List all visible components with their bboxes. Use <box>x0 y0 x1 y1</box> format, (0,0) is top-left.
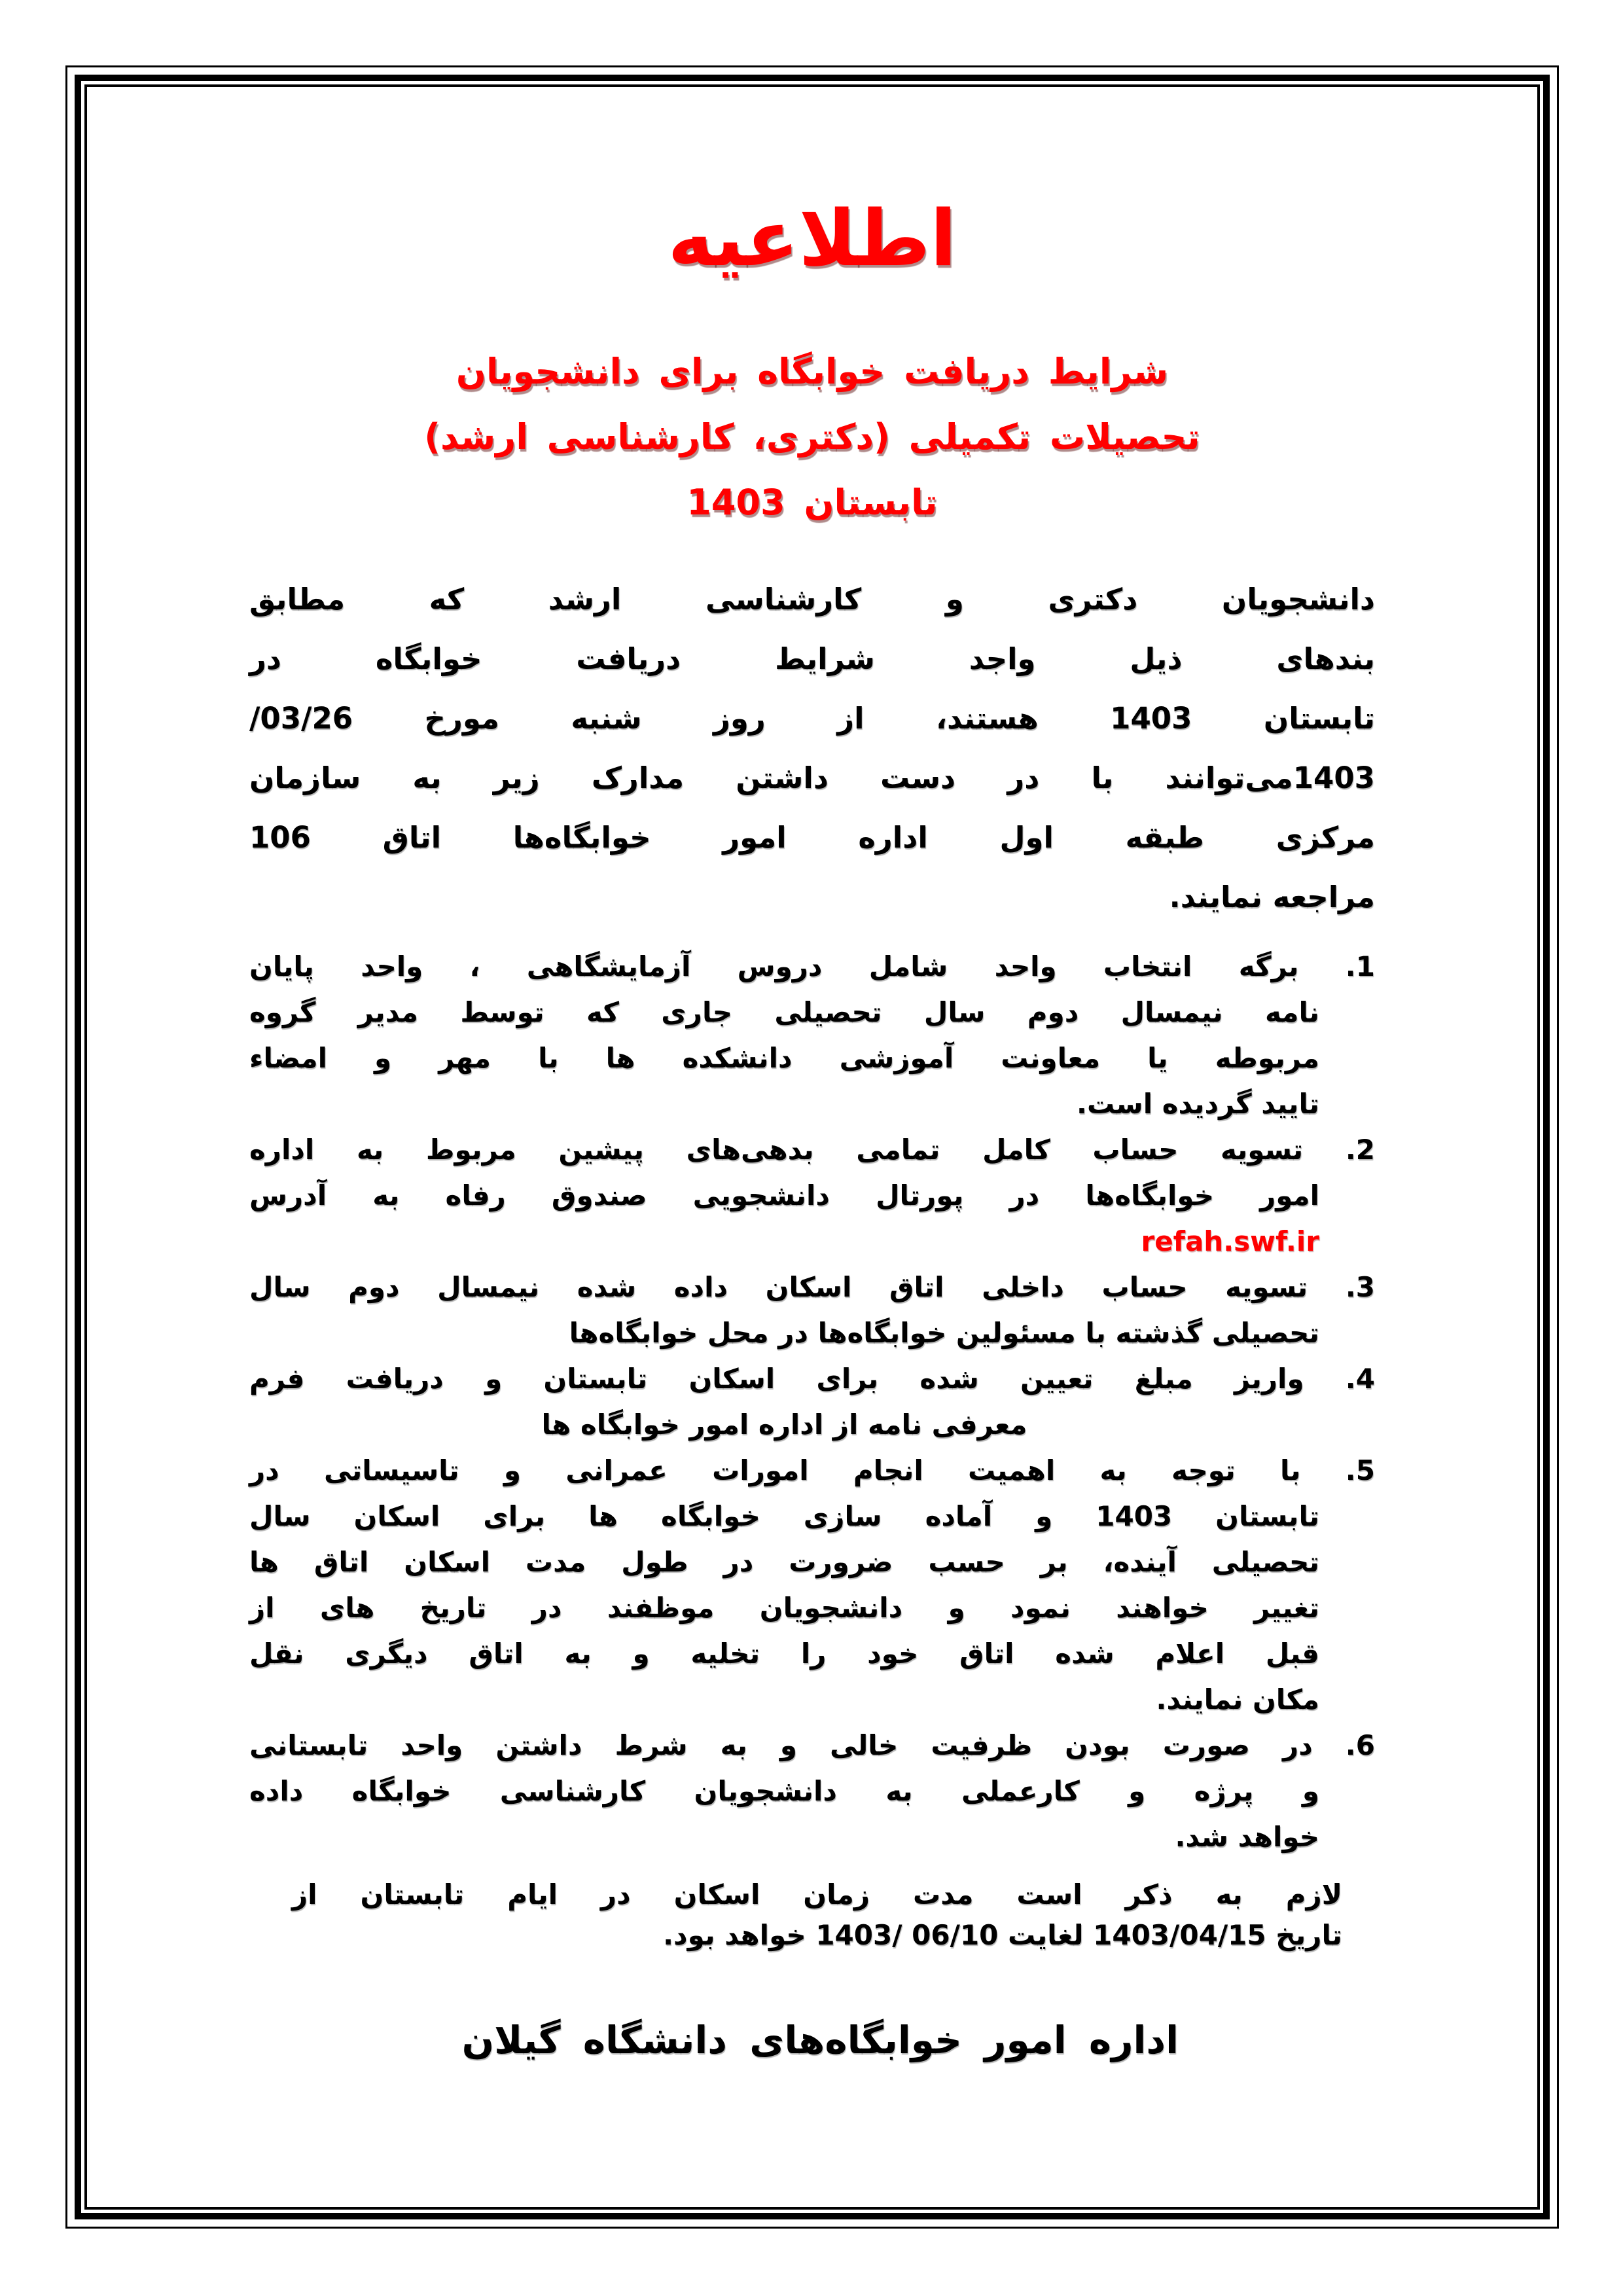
page-border-outer <box>65 65 1559 2229</box>
page-border-inner <box>84 84 1540 2210</box>
text-line: تابستان 1403 و آماده سازی خوابگاه ها برای اسکان سال <box>249 1499 1319 1532</box>
item-number: 5. <box>1345 1454 1375 1486</box>
intro-paragraph <box>249 569 1375 927</box>
text-line: بندهای ذیل واجد شرایط دریافت خوابگاه در <box>249 641 1375 676</box>
text-line: امور خوابگاه‌ها در پورتال دانشجویی صندوق رفاه به آدرس <box>249 1179 1319 1211</box>
text-line: تحصیلی آینده، بر حسب ضرورت در طول مدت اسکان اتاق ها <box>249 1545 1319 1578</box>
text-line: قبل اعلام شده اتاق خود را تخلیه و به اتاق دیگری نقل <box>249 1637 1319 1670</box>
list-item-2 <box>249 1127 1375 1265</box>
text-line: تابستان 1403 هستند، از روز شنبه مورخ /03/26 <box>249 700 1375 736</box>
refah-portal-link[interactable]: refah.swf.ir <box>1141 1225 1319 1257</box>
text-line: 6. در صورت بودن ظرفیت خالی و به شرط داشتن واحد تابستانی <box>249 1729 1375 1761</box>
text-line: 4. واریز مبلغ تعیین شده برای اسکان تابستان و دریافت فرم <box>249 1362 1375 1395</box>
item-number: 1. <box>1345 950 1375 982</box>
text-line: خواهد شد. <box>1175 1820 1319 1853</box>
text-line: 1403می‌توانند با در دست داشتن مدارک زیر به سازمان <box>249 760 1375 795</box>
date-fragment: 1403 <box>1293 760 1375 795</box>
text-line: و پرژه و کارعملی به دانشجویان کارشناسی خوابگاه داده <box>249 1774 1319 1807</box>
list-item-5 <box>249 1448 1375 1723</box>
date-end-year: 1403/ <box>815 1918 902 1951</box>
list-item-4 <box>249 1356 1375 1448</box>
subtitle <box>249 339 1375 535</box>
text-line: 3. تسویه حساب داخلی اتاق اسکان داده شده نیمسال دوم سال <box>249 1270 1376 1303</box>
page-border-middle <box>75 75 1550 2219</box>
text-line: دانشجویان دکتری و کارشناسی ارشد که مطابق <box>249 581 1375 617</box>
date-fragment: /03/26 <box>249 700 353 736</box>
date-end-day: 06/10 <box>912 1918 999 1951</box>
text-line: لازم به ذکر است مدت زمان اسکان در ایام تابستان از <box>292 1878 1342 1910</box>
item-number: 2. <box>1345 1133 1376 1166</box>
subtitle-line: تابستان 1403 <box>687 481 938 523</box>
text-line: 2. تسویه حساب کامل تمامی بدهی‌های پیشین مربوط به اداره <box>249 1133 1376 1166</box>
list-item-6 <box>249 1723 1375 1860</box>
text-line: مربوطه یا معاونت آموزشی دانشکده ها با مهر و امضاء <box>249 1041 1319 1074</box>
document-content <box>87 87 1537 2207</box>
text-line: 1. برگه انتخاب واحد شامل دروس آزمایشگاهی ، واحد پایان <box>249 950 1375 982</box>
text-line: تغییر خواهند نمود و دانشجویان موظفند در تاریخ های از <box>249 1591 1319 1624</box>
text-line: مراجعه نمایند. <box>1169 879 1375 914</box>
text-line <box>249 1219 1319 1265</box>
subtitle-line: شرایط دریافت خوابگاه برای دانشجویان <box>455 350 1169 392</box>
page-title: اطلاعیه <box>668 193 957 283</box>
signature-line: اداره امور خوابگاه‌های دانشگاه گیلان <box>461 2017 1179 2062</box>
text-line: معرفی نامه از اداره امور خوابگاه ها <box>541 1408 1027 1441</box>
text-line: 5. با توجه به اهمیت انجام امورات عمرانی و تاسیساتی در <box>249 1454 1375 1486</box>
subtitle-line: تحصیلات تکمیلی (دکتری، کارشناسی ارشد) <box>424 416 1200 457</box>
item-number: 3. <box>1345 1270 1376 1303</box>
conditions-list <box>249 944 1375 1860</box>
text-line: مرکزی طبقه اول اداره امور خوابگاه‌ها اتاق 106 <box>249 819 1375 855</box>
text-line: نامه نیمسال دوم سال تحصیلی جاری که توسط مدیر گروه <box>249 996 1319 1028</box>
text-line: تایید گردیده است. <box>1076 1087 1319 1120</box>
text-line: مکان نمایند. <box>1156 1683 1319 1715</box>
text-line: تحصیلی گذشته با مسئولین خوابگاه‌ها در محل خوابگاه‌ها <box>569 1316 1319 1349</box>
text-line: تاریخ 1403/04/15 لغایت 06/10 1403/ خواهد بود. <box>663 1918 1342 1951</box>
date-start: 1403/04/15 <box>1093 1918 1266 1951</box>
item-number: 4. <box>1345 1362 1375 1395</box>
list-item-1 <box>249 944 1375 1127</box>
list-item-3 <box>249 1265 1375 1356</box>
item-number: 6. <box>1345 1729 1375 1761</box>
note-paragraph <box>292 1874 1342 1956</box>
